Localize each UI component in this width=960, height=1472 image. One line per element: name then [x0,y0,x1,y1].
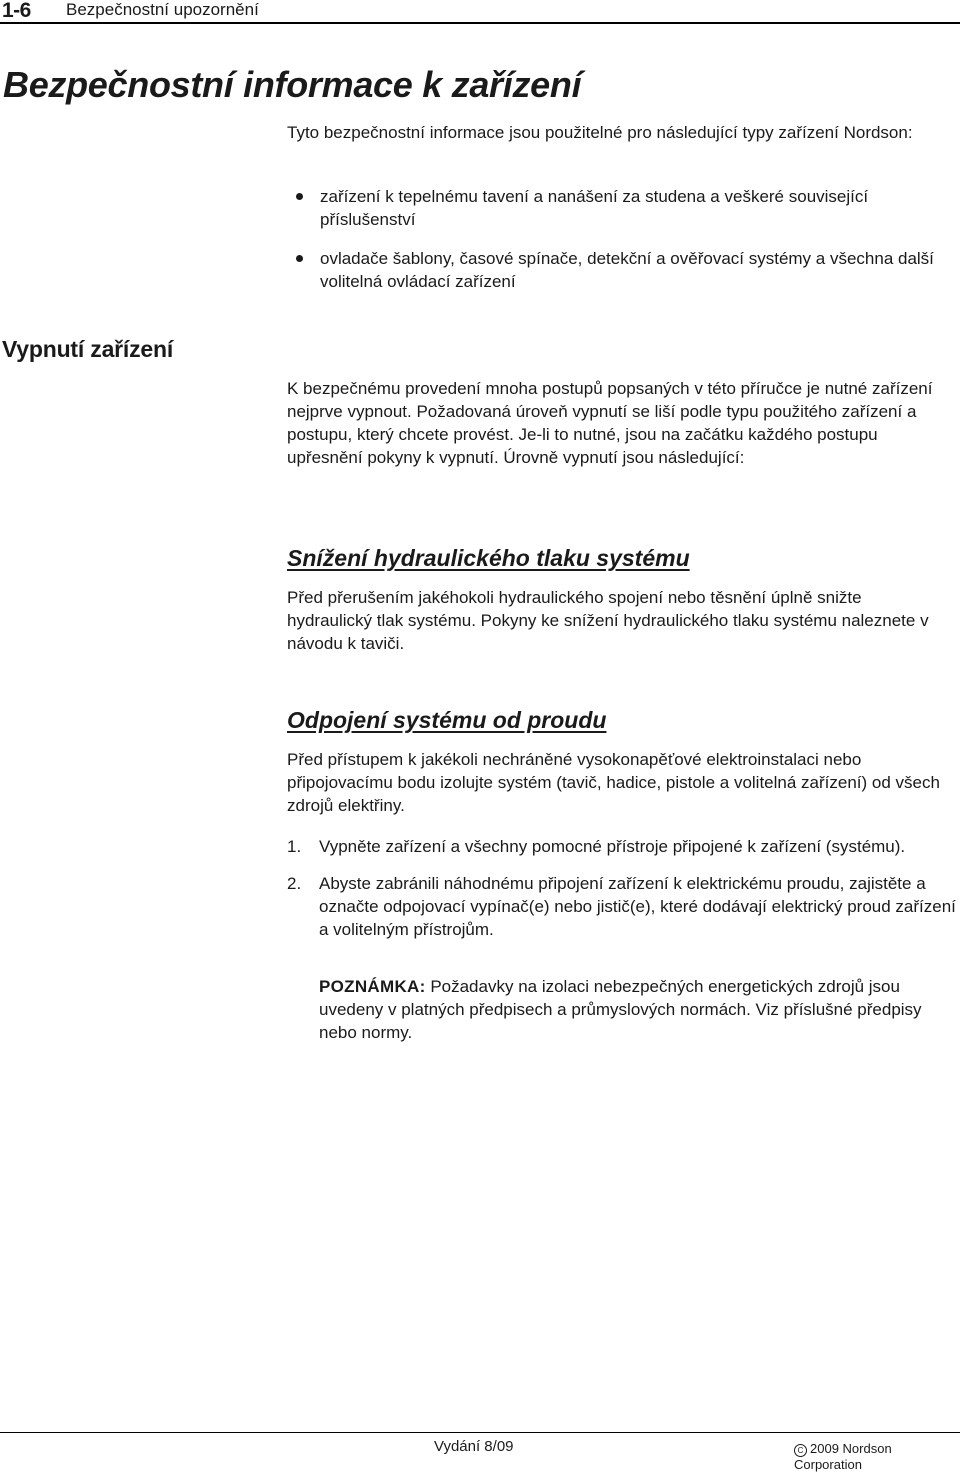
header-rule [0,22,960,24]
hydraulic-paragraph: Před přerušením jakéhokoli hydraulického spojení nebo těsnění úplně snižte hydraulický tlak systému. Pokyny ke snížení hydraulického tlaku systému naleznete v návodu k taviči. [287,588,929,653]
subheading-hydraulic-pressure: Snížení hydraulického tlaku systému [287,545,690,571]
footer-rule [0,1432,960,1433]
disconnect-paragraph: Před přístupem k jakékoli nechráněné vysokonapěťové elektroinstalaci nebo připojovacímu bodu izolujte systém (tavič, hadice, pistole a volitelná zařízení) od všech zdrojů elektřiny. [287,750,940,815]
equipment-bullet-list [320,185,950,309]
chapter-title: Bezpečnostní upozornění [66,0,259,19]
step-item [287,872,957,941]
intro-paragraph: Tyto bezpečnostní informace jsou použitelné pro následující typy zařízení Nordson: [287,123,913,142]
section-heading-shutdown: Vypnutí zařízení [2,336,174,362]
step-number: 2. [287,874,302,893]
list-item [320,247,950,293]
note-block [319,975,954,1044]
note-label: POZNÁMKA: [319,977,426,996]
bullet-text: zařízení k tepelnému tavení a nanášení za studena a veškeré související příslušenství [320,187,869,229]
page-title: Bezpečnostní informace k zařízení [3,64,582,105]
step-text: Abyste zabránili náhodnému připojení zařízení k elektrickému proudu, zajistěte a označte odpojovací vypínač(e) nebo jistič(e), které dodávají elektrický proud zařízení a volitelným přístrojům. [319,874,956,939]
bullet-text: ovladače šablony, časové spínače, detekční a ověřovací systémy a všechna další volitelná ovládací zařízení [320,249,934,291]
step-text: Vypněte zařízení a všechny pomocné přístroje připojené k zařízení (systému). [319,837,906,856]
copyright-icon: C [794,1444,807,1457]
note-text: Požadavky na izolaci nebezpečných energetických zdrojů jsou uvedeny v platných předpisech a průmyslových normách. Viz příslušné předpisy nebo normy. [319,977,922,1042]
list-item [320,185,950,231]
bullet-icon [296,255,303,262]
shutdown-paragraph: K bezpečnému provedení mnoha postupů popsaných v této příručce je nutné zařízení nejprve vypnout. Požadovaná úroveň vypnutí se liší podle typu použitého zařízení a postupu, který chcete provést. Je-li to nutné, jsou na začátku každého postupu upřesnění pokyny k vypnutí. Úrovně vypnutí jsou následující: [287,379,933,467]
edition-label: Vydání 8/09 [434,1438,514,1455]
bullet-icon [296,193,303,200]
disconnect-steps [287,835,957,955]
step-item [287,835,957,858]
copyright-text: 2009 Nordson Corporation [794,1441,892,1472]
page-number: 1-6 [2,0,31,22]
step-number: 1. [287,837,302,856]
subheading-disconnect-power: Odpojení systému od proudu [287,707,607,733]
